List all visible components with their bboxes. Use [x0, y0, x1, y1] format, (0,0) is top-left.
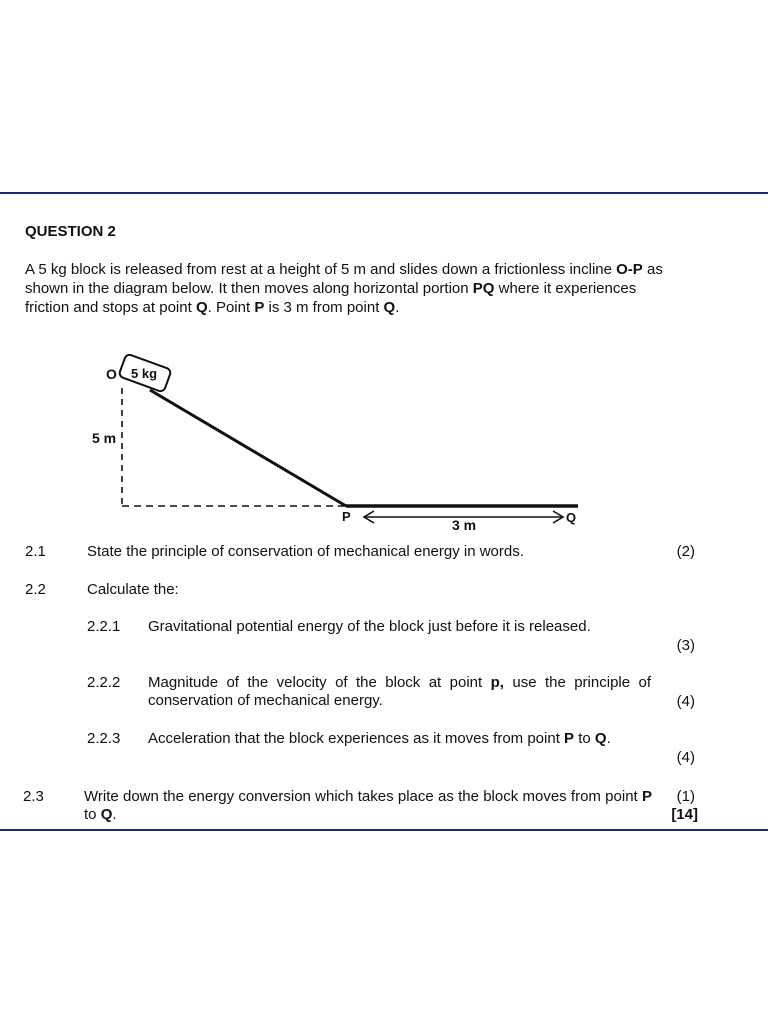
q222-marks: (4) [676, 693, 695, 710]
q223-text: Acceleration that the block experiences as it moves from point P to Q. [148, 730, 611, 747]
block-label: 5 kg [131, 366, 158, 381]
incline-diagram [0, 340, 768, 540]
q23-number: 2.3 [23, 788, 44, 805]
q223-marks: (4) [676, 749, 695, 766]
q21-number: 2.1 [25, 543, 46, 560]
label-q: Q [566, 510, 577, 525]
label-o: O [106, 366, 117, 382]
question-title: QUESTION 2 [25, 223, 116, 240]
q222-number: 2.2.2 [87, 674, 121, 691]
q222-text: Magnitude of the velocity of the block at point p, use the principle of conservation of mechanical energy. [148, 674, 652, 709]
q221-number: 2.2.1 [87, 618, 121, 635]
q22-number: 2.2 [25, 581, 46, 598]
height-label: 5 m [92, 430, 117, 446]
q21-marks: (2) [676, 543, 695, 560]
question-intro: A 5 kg block is released from rest at a height of 5 m and slides down a frictionless incline O-P as shown in the diagram below. It then moves along horizontal portion PQ where it experiences friction and stops at point Q. Point P is 3 m from point Q. [25, 261, 663, 316]
q221-marks: (3) [676, 637, 695, 654]
incline-line [150, 390, 346, 506]
q23-marks: (1) [676, 788, 695, 805]
q22-text: Calculate the: [87, 581, 179, 598]
bottom-rule [0, 829, 768, 831]
label-p: P [342, 509, 351, 524]
top-rule [0, 192, 768, 194]
q221-text: Gravitational potential energy of the block just before it is released. [148, 618, 591, 635]
q223-number: 2.2.3 [87, 730, 121, 747]
question-total-marks: [14] [671, 806, 698, 823]
distance-label: 3 m [452, 517, 477, 533]
q23-text: Write down the energy conversion which takes place as the block moves from point P to Q. [84, 788, 652, 823]
q21-text: State the principle of conservation of mechanical energy in words. [87, 543, 524, 560]
